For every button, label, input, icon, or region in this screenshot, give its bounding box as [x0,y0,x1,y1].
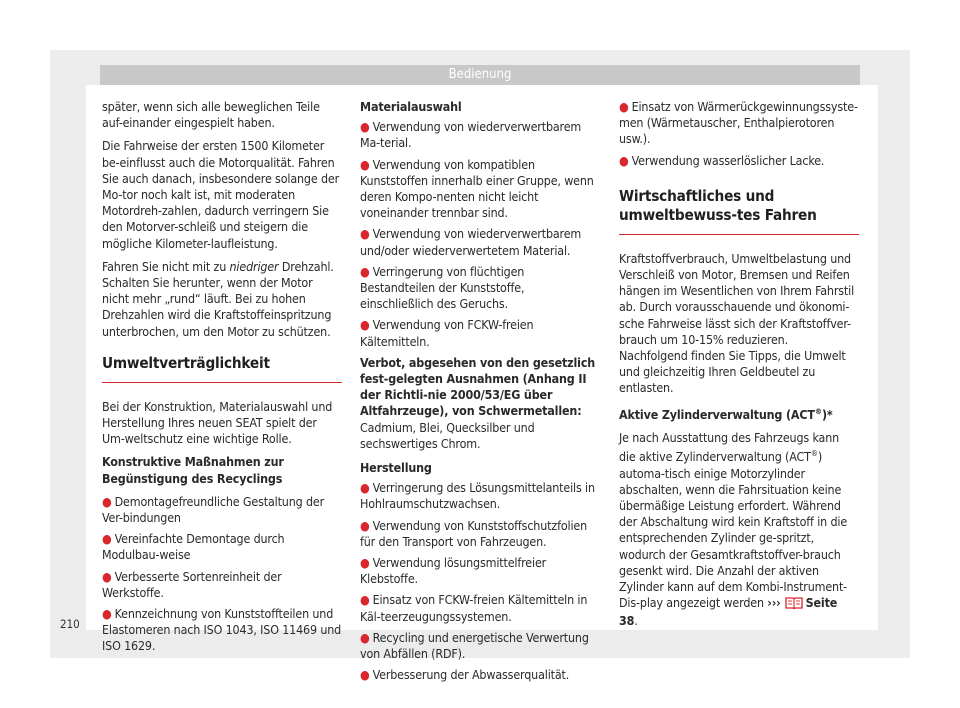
list-item-text: Verwendung von kompatiblen Kunststoffen innerhalb einer Gruppe, wenn deren Kompo-nenten nicht leicht voneinander trennbar sind. [360,156,594,221]
bullet-icon: ● [102,606,112,622]
text: Cadmium, Blei, Quecksilber und sechswertiges Chrom. [360,419,535,451]
subheading [619,404,859,423]
paragraph [619,430,859,630]
list-item-text: Vereinfachte Demontage durch Modulbau-weise [102,531,285,563]
text: )* [821,406,833,422]
list-item [619,153,859,169]
list-item-text: Verwendung von FCKW-freien Kältemitteln. [360,317,534,349]
section-heading [619,187,859,235]
list-item-text: Einsatz von FCKW-freien Kältemitteln in Käl-teerzeugungssystemen. [360,592,588,624]
list-item [360,630,600,662]
bullet-icon: ● [360,119,370,135]
list-item [102,569,342,601]
bullet-icon: ● [102,568,112,584]
list-item [360,667,600,683]
list-item-text: Verwendung lösungsmittelfreier Klebstoffe. [360,555,547,587]
list-item-text: Einsatz von Wärmerückgewinnungssyste-men (Wärmetauscher, Enthalpierotoren usw.). [619,99,858,147]
list-item [360,592,600,624]
list-item [102,531,342,563]
registered-mark: ® [814,406,822,416]
column-2 [360,99,600,689]
text: Je nach Ausstattung des Fahrzeugs kann die aktive Zylinderverwaltung (ACT [619,429,840,465]
bullet-icon: ● [360,480,370,496]
bullet-icon: ● [619,152,629,168]
list-item-text: Verwendung von Kunststoffschutzfolien für den Transport von Fahrzeugen. [360,517,588,549]
list-item-text: Recycling und energetische Verwertung von Abfällen (RDF). [360,629,589,662]
bullet-icon: ● [360,226,370,242]
paragraph: später, wenn sich alle beweglichen Teile auf-einander eingespielt haben. [102,99,320,131]
section-heading [102,354,342,383]
list-item [619,99,859,148]
page-header: Bedienung [100,65,860,85]
list-item-text: Verwendung wasserlöslicher Lacke. [631,152,825,168]
paragraph [360,355,600,452]
list-item-text: Kennzeichnung von Kunststoffteilen und Elastomeren nach ISO 1043, ISO 11469 und ISO 1629. [102,606,342,654]
bullet-icon: ● [360,263,370,279]
bullet-icon: ● [360,517,370,533]
page-reference-link[interactable]: Seite 38 [619,595,838,629]
list-item [102,606,342,655]
section-title: Umweltverträglichkeit [102,353,270,372]
bullet-icon: ● [360,317,370,333]
paragraph: Bei der Konstruktion, Materialauswahl und Herstellung Ihres neuen SEAT spielt der Um-weltschutz eine wichtige Rolle. [102,398,333,447]
subheading: Konstruktive Maßnahmen zur Begünstigung des Recyclings [102,454,284,486]
text: Fahren Sie nicht mit zu [102,258,230,274]
bold-text: Verbot, abgesehen von den gesetzlich fest-gelegten Ausnahmen (Anhang II der Richtli-nie 2000/53/EG über Altfahrzeuge), von Schwermetallen: [360,354,596,419]
paragraph: Kraftstoffverbrauch, Umweltbelastung und Verschleiß von Motor, Bremsen und Reifen hängen im Wesentlichen von Ihrem Fahrstil ab. Durch vorausschauende und ökonomi-sche Fahrweise lässt sich der Kraftstoffver-brauch um 10-15% reduzieren. Nachfolgend finden Sie Tipps, die Umwelt und gleichzeitig Ihren Geldbeutel zu entlasten. [619,250,855,396]
list-item-text: Verbesserung der Abwasserqualität. [372,667,570,683]
list-item-text: Verringerung des Lösungsmittelanteils in Hohlraumschutzwachsen. [360,480,595,512]
list-item-text: Verwendung von wiederverwertbarem Ma-terial. [360,119,582,151]
text: Drehzahl. Schalten Sie herunter, wenn der Motor nicht mehr „rund“ läuft. Bei zu hohen Drehzahlen wird die Kraftstoffeinspritzung unterbrochen, um den Motor zu schützen. [102,258,334,339]
bullet-icon: ● [360,667,370,683]
bullet-icon: ● [360,592,370,608]
book-reference-icon [785,596,803,613]
list-item [360,555,600,587]
list-item [360,264,600,313]
list-item-text: Demontagefreundliche Gestaltung der Ver-bindungen [102,493,325,526]
list-item-text: Verringerung von flüchtigen Bestandteilen der Kunststoffe, einschließlich des Geruchs. [360,263,525,312]
bullet-icon: ● [360,555,370,571]
text: ) automa-tisch einige Motorzylinder abschalten, wenn die Fahrsituation keine übermäßige Leistung erfordert. Während der Abschaltung wird kein Kraftstoff in die entsprechenden Zylinder ge-spritzt, wodurch der Gesamtkraftstoffver-brauch gesenkt wird. Die Anzahl der aktiven Zylinder kann auf dem Kombi-Instrument-Dis-play angezeigt werden [619,449,848,611]
bullet-icon: ● [102,493,112,509]
paragraph: Die Fahrweise der ersten 1500 Kilometer be-einflusst auch die Motorqualität. Fahren Sie auch danach, insbesondere solange der Mo-tor noch kalt ist, mit moderaten Motordreh-zahlen, dadurch verringern Sie den Motorver-schleiß und steigern die mögliche Kilometer-laufleistung. [102,138,340,251]
list-item-text: Verwendung von wiederverwertbarem und/oder wiederverwertetem Material. [360,226,582,258]
arrow-reference: ››› [767,595,781,611]
list-item [360,226,600,258]
list-item [360,480,600,512]
text: Aktive Zylinderverwaltung (ACT [619,406,815,422]
list-item [360,317,600,349]
text: . [634,613,638,629]
bullet-icon: ● [360,156,370,172]
subheading: Herstellung [360,460,432,476]
list-item [102,494,342,526]
list-item-text: Verbesserte Sortenreinheit der Werkstoffe. [102,568,282,600]
paragraph [102,259,342,340]
emphasis: niedriger [229,258,279,274]
page-number: 210 [60,617,80,631]
bullet-icon: ● [360,629,370,645]
column-1 [102,99,342,660]
list-item [360,157,600,222]
bullet-icon: ● [102,531,112,547]
bullet-icon: ● [619,99,629,114]
registered-mark: ® [810,449,818,459]
subheading: Materialauswahl [360,99,462,114]
section-title: Wirtschaftliches und umweltbewuss-tes Fahren [619,186,817,224]
list-item [360,119,600,151]
column-3 [619,99,859,637]
list-item [360,518,600,550]
